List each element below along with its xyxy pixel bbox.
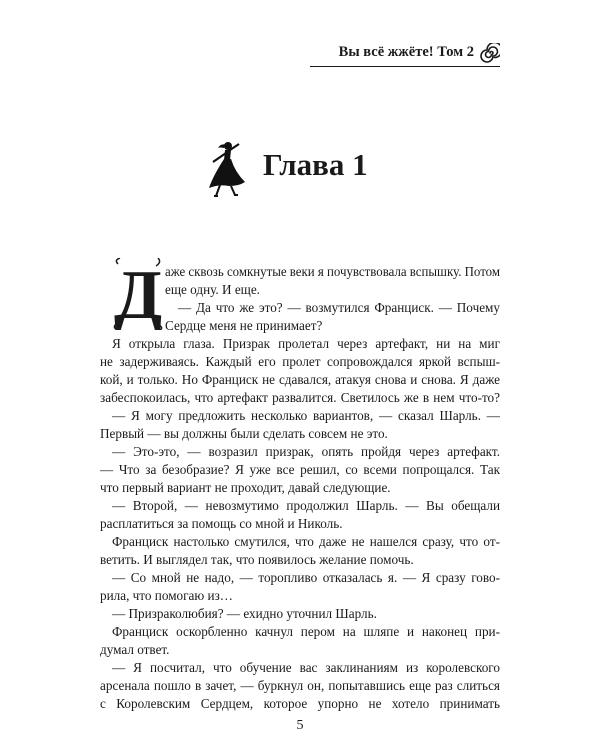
text-line: не задерживаясь. Каждый его пролет сопровождался яркой вспыш- [100, 354, 500, 369]
text-line: арсенала пошло в зачет, — буркнул он, попытавшись еще раз слиться [100, 678, 500, 693]
text-line: Я открыла глаза. Призрак пролетал через артефакт, ни на миг [112, 336, 500, 351]
text-line: Франциск оскорбленно качнул пером на шляпе и наконец при- [112, 624, 500, 639]
text-line: что первый вариант не проходит, давай следующие. [100, 480, 391, 495]
text-line: — Я могу предложить несколько вариантов, — сказал Шарль. — [112, 408, 500, 423]
text-line: еще одну. И еще. [165, 282, 260, 297]
text-line: Сердце меня не принимает? [165, 318, 323, 333]
text-line: — Со мной не надо, — торопливо отказалась я. — Я сразу гово- [112, 570, 500, 585]
text-line: аже сквозь сомкнутые веки я почувствовала вспышку. Потом [165, 264, 500, 279]
text-line: ветить. И выглядел так, что появилось желание помочь. [100, 552, 414, 567]
text-line: Франциск настолько смутился, что даже не нашелся сразу, что от- [112, 534, 500, 549]
text-line: рила, что помогаю из… [100, 588, 233, 603]
book-title: Вы всё жжёте! Том 2 [338, 44, 474, 60]
text-line: расплатиться за помощь со мной и Николь. [100, 516, 343, 531]
page-number: 5 [296, 718, 304, 733]
text-line: Первый — вы должны были сделать совсем не это. [100, 426, 388, 441]
text-line: — Да что же это? — возмутился Франциск. — Почему [178, 300, 500, 315]
text-line: думал ответ. [100, 642, 170, 657]
text-line: забеспокоилась, что артефакт развалится. Светилось же в нем что-то? [100, 390, 500, 405]
text-line: — Второй, — невозмутимо продолжил Шарль. — Вы обещали [112, 498, 500, 513]
text-line: кой, и только. Но Франциск не сдавался, атакуя снова и снова. Я даже [100, 372, 500, 387]
drop-cap-text: Д [114, 258, 163, 330]
text-line: — Это-это, — возразил призрак, опять пройдя через артефакт. [112, 444, 500, 459]
chapter-title: Глава 1 [263, 147, 368, 182]
text-line: с Королевским Сердцем, которое упорно не хотело принимать [100, 696, 500, 711]
text-line: — Что за безобразие? Я уже все решил, со всеми попрощался. Так [100, 462, 500, 477]
text-line: — Я посчитал, что обучение вас заклинаниям из королевского [112, 660, 500, 675]
text-line: — Призраколюбия? — ехидно уточнил Шарль. [112, 606, 377, 621]
